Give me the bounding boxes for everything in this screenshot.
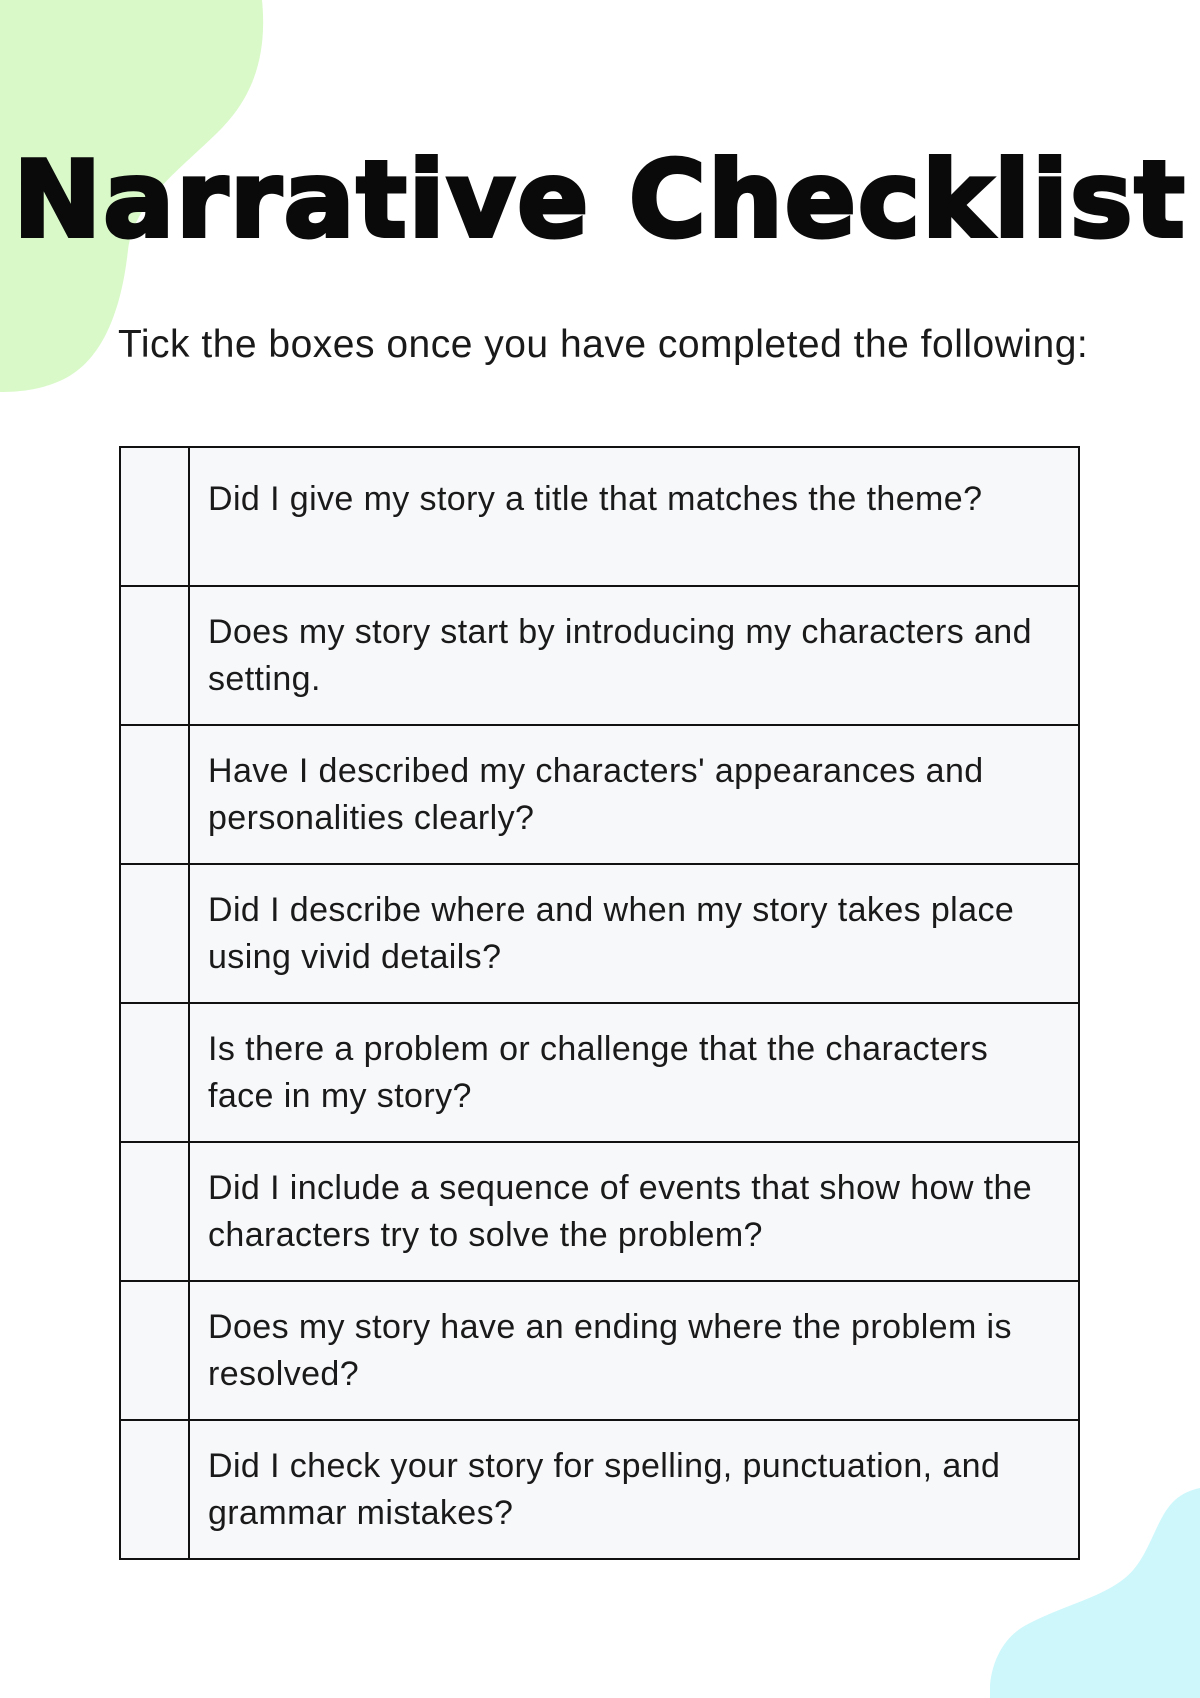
tick-box[interactable]: [120, 1003, 189, 1142]
tick-box[interactable]: [120, 1281, 189, 1420]
checklist-row: [120, 447, 1079, 586]
checklist-item-text: Have I described my characters' appearances and personalities clearly?: [189, 725, 1079, 864]
instructions-text: Tick the boxes once you have completed the following:: [118, 323, 1089, 366]
tick-box[interactable]: [120, 1420, 189, 1559]
checklist-item-text: Did I check your story for spelling, punctuation, and grammar mistakes?: [189, 1420, 1079, 1559]
checklist-row: [120, 725, 1079, 864]
tick-box[interactable]: [120, 864, 189, 1003]
checklist-row: [120, 1003, 1079, 1142]
checklist-row: [120, 586, 1079, 725]
checklist-item-text: Does my story start by introducing my characters and setting.: [189, 586, 1079, 725]
checklist-row: [120, 864, 1079, 1003]
tick-box[interactable]: [120, 1142, 189, 1281]
checklist-table: [119, 446, 1080, 1560]
tick-box[interactable]: [120, 447, 189, 586]
checklist-item-text: Is there a problem or challenge that the characters face in my story?: [189, 1003, 1079, 1142]
checklist-row: [120, 1142, 1079, 1281]
checklist-row: [120, 1420, 1079, 1559]
checklist-item-text: Did I include a sequence of events that show how the characters try to solve the problem?: [189, 1142, 1079, 1281]
checklist-item-text: Does my story have an ending where the problem is resolved?: [189, 1281, 1079, 1420]
checklist-item-text: Did I give my story a title that matches the theme?: [189, 447, 1079, 586]
tick-box[interactable]: [120, 725, 189, 864]
page-title: Narrative Checklist: [13, 139, 1187, 261]
checklist-row: [120, 1281, 1079, 1420]
checklist-item-text: Did I describe where and when my story takes place using vivid details?: [189, 864, 1079, 1003]
tick-box[interactable]: [120, 586, 189, 725]
